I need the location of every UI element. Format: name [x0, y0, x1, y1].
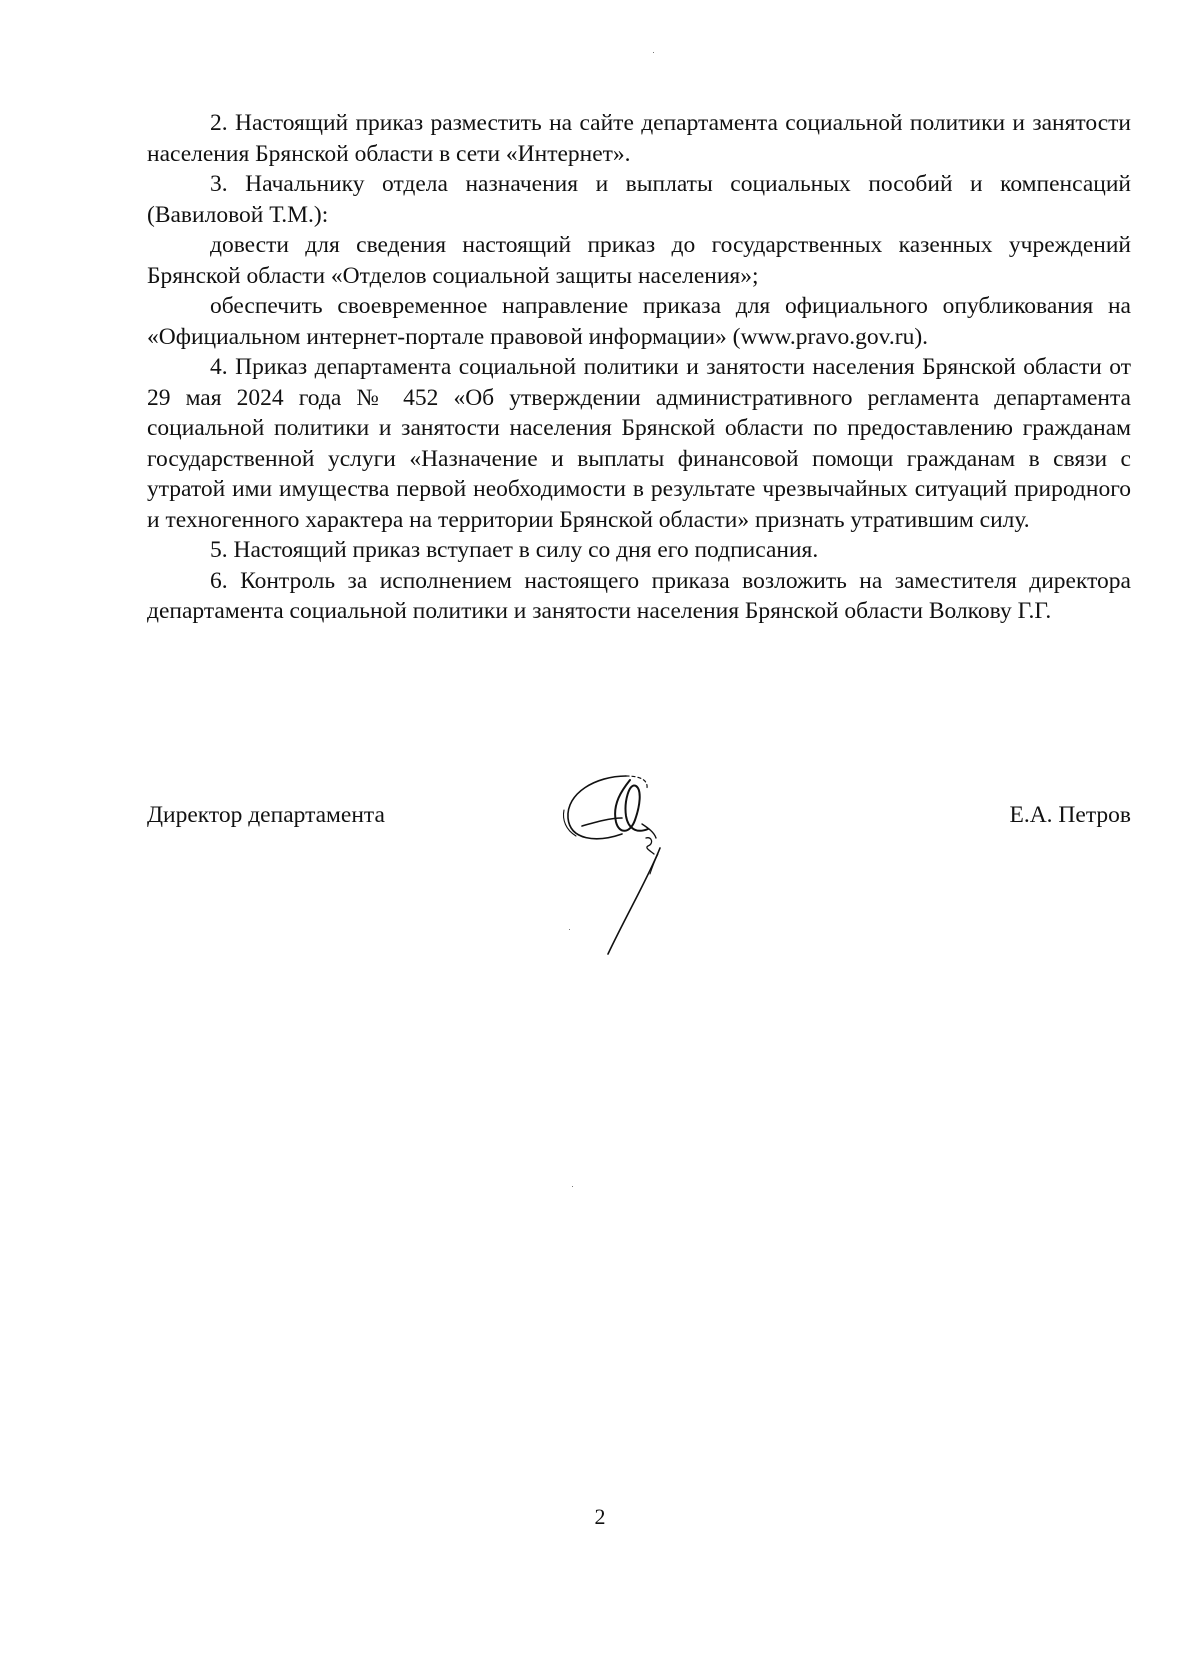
- signatory-name: Е.А. Петров: [1009, 802, 1131, 828]
- paragraph-item-2: 2. Настоящий приказ разместить на сайте департамента социальной политики и занятости населения Брянской области в сети «Интернет».: [147, 110, 1131, 167]
- paragraph-item-5: 5. Настоящий приказ вступает в силу со дня его подписания.: [210, 537, 819, 563]
- paragraph-item-3-subitem-1: довести для сведения настоящий приказ до государственных казенных учреждений Брянской области «Отделов социальной защиты населения»;: [147, 232, 1131, 289]
- handwritten-signature: [556, 768, 706, 978]
- scan-speck: [572, 1186, 573, 1187]
- signatory-title: Директор департамента: [147, 802, 385, 828]
- page-number: 2: [594, 1504, 606, 1529]
- paragraph-item-3-subitem-2: обеспечить своевременное направление приказа для официального опубликования на «Официальном интернет-портале правовой информации» (www.pravo.gov.ru).: [147, 293, 1131, 350]
- paragraph-item-3: 3. Начальнику отдела назначения и выплаты социальных пособий и компенсаций (Вавиловой Т.М.):: [147, 171, 1131, 228]
- scan-speck: [653, 52, 654, 53]
- paragraph-item-4: 4. Приказ департамента социальной политики и занятости населения Брянской области от 29 мая 2024 года № 452 «Об утверждении административного регламента департамента социальной политики и занятости населения Брянской области по предоставлению гражданам государственной услуги «Назначение и выплаты финансовой помощи гражданам в связи с утратой ими имущества первой необходимости в результате чрезвычайных ситуаций природного и техногенного характера на территории Брянской области» признать утратившим силу.: [147, 354, 1131, 533]
- scan-speck: [569, 929, 570, 930]
- document-body: [147, 108, 1131, 627]
- paragraph-item-6: 6. Контроль за исполнением настоящего приказа возложить на заместителя директора департамента социальной политики и занятости населения Брянской области Волкову Г.Г.: [147, 567, 1131, 624]
